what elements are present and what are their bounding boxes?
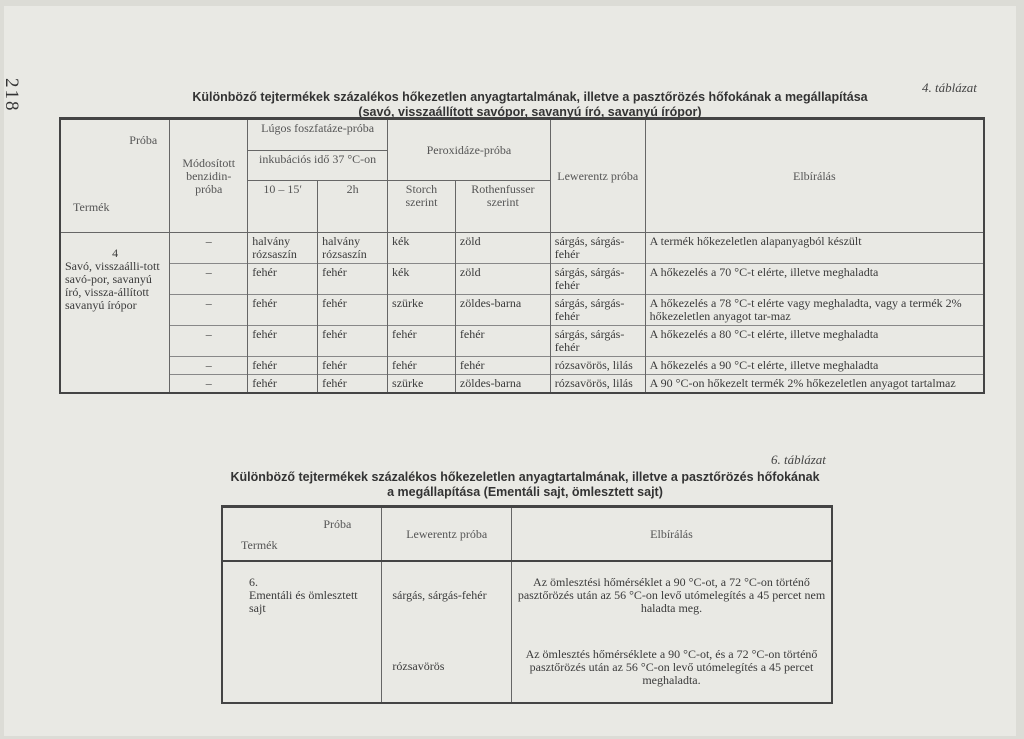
- cell-elbiralas: A 90 °C-on hőkezelt termék 2% hőkezeletlen anyagot tartalmaz: [645, 375, 984, 394]
- table-row: [60, 357, 984, 375]
- table-row: [60, 264, 984, 295]
- product-number: 4: [112, 246, 119, 260]
- cell-elbiralas: A hőkezelés a 78 °C-t elérte vagy meghaladta, vagy a termék 2% hőkezeletlen anyagot tar-maz: [645, 295, 984, 326]
- header-time2: 2h: [318, 181, 388, 233]
- header-peroxidaze: Peroxidáze-próba: [388, 119, 551, 181]
- cell-time2: fehér: [318, 264, 388, 295]
- cell-time1: fehér: [248, 326, 318, 357]
- table-row: [60, 326, 984, 357]
- t2-product-name: Ementáli és ömlesztett sajt: [249, 588, 358, 615]
- cell-lewerentz: sárgás, sárgás-fehér: [550, 233, 645, 264]
- cell-rothenfusser: zöldes-barna: [455, 375, 550, 394]
- t2-product-number: 6.: [249, 575, 258, 589]
- table2-header-corner: [222, 507, 382, 562]
- table-row: [222, 561, 832, 634]
- cell-storch: fehér: [388, 357, 456, 375]
- cell-elbiralas: A hőkezelés a 70 °C-t elérte, illetve meghaladta: [645, 264, 984, 295]
- cell-time1: halvány rózsaszín: [248, 233, 318, 264]
- header-storch: Storch szerint: [388, 181, 456, 233]
- cell-lewerentz: rózsavörös, lilás: [550, 357, 645, 375]
- product-cell: [60, 233, 170, 394]
- header-lugos: Lúgos foszfatáze-próba: [248, 119, 388, 151]
- cell-elbiralas: A termék hőkezeletlen alapanyagból készült: [645, 233, 984, 264]
- cell-benzidin: –: [170, 375, 248, 394]
- product-name: Savó, visszaálli-tott savó-por, savanyú író, vissza-állított savanyú írópor: [65, 259, 160, 312]
- cell-benzidin: –: [170, 264, 248, 295]
- t2-header-termek: Termék: [241, 538, 278, 552]
- cell-storch: szürke: [388, 295, 456, 326]
- cell-time2: fehér: [318, 295, 388, 326]
- t2-header-proba: Próba: [323, 517, 352, 531]
- cell-benzidin: –: [170, 295, 248, 326]
- t2-product-cell: [222, 561, 382, 703]
- cell-time1: fehér: [248, 357, 318, 375]
- header-inkubacios: inkubációs idő 37 °C-on: [248, 150, 388, 180]
- t2-cell-elbiralas: Az ömlesztés hőmérséklete a 90 °C-ot, és a 72 °C-on történő pasztőrözés után az 56 °C-on levő utómelegítés a 45 percet meghaladta.: [511, 634, 832, 703]
- header-proba: Próba: [129, 133, 158, 147]
- table2-title-line2: a megállapítása (Ementáli sajt, ömlesztett sajt): [387, 485, 663, 499]
- cell-elbiralas: A hőkezelés a 80 °C-t elérte, illetve meghaladta: [645, 326, 984, 357]
- cell-lewerentz: sárgás, sárgás-fehér: [550, 326, 645, 357]
- cell-time2: fehér: [318, 326, 388, 357]
- cell-time1: fehér: [248, 264, 318, 295]
- table1-title-line2: (savó, visszaállított savópor, savanyú író, savanyú írópor): [358, 105, 702, 119]
- cell-time1: fehér: [248, 375, 318, 394]
- table2-label: 6. táblázat: [771, 452, 826, 467]
- table1-header-corner: [60, 119, 170, 233]
- header-benzidin: Módosított benzidin-próba: [170, 119, 248, 233]
- table2: [221, 505, 833, 704]
- cell-lewerentz: rózsavörös, lilás: [550, 375, 645, 394]
- cell-storch: szürke: [388, 375, 456, 394]
- cell-lewerentz: sárgás, sárgás-fehér: [550, 264, 645, 295]
- table1-label: 4. táblázat: [922, 80, 977, 95]
- cell-benzidin: –: [170, 326, 248, 357]
- cell-time2: halvány rózsaszín: [318, 233, 388, 264]
- cell-rothenfusser: fehér: [455, 326, 550, 357]
- table1-header-row: [60, 119, 984, 151]
- table2-header-row: [222, 507, 832, 562]
- header-lewerentz: Lewerentz próba: [550, 119, 645, 233]
- t2-cell-lewerentz: rózsavörös: [382, 634, 512, 703]
- table-row: [60, 295, 984, 326]
- table-row: [60, 375, 984, 394]
- t2-cell-lewerentz: sárgás, sárgás-fehér: [382, 561, 512, 634]
- table1-title-line1: Különböző tejtermékek százalékos hőkezetlen anyagtartalmának, illetve a pasztőrözés hőfokának a megállapítása: [192, 90, 868, 104]
- table1-title: [130, 90, 930, 120]
- table2-title: [195, 470, 855, 500]
- table-row: [60, 233, 984, 264]
- cell-storch: kék: [388, 264, 456, 295]
- t2-header-elbiralas: Elbírálás: [511, 507, 832, 562]
- cell-time2: fehér: [318, 375, 388, 394]
- page-number: 218: [1, 78, 22, 113]
- header-termek: Termék: [73, 200, 110, 214]
- cell-rothenfusser: zöldes-barna: [455, 295, 550, 326]
- header-rothenfusser: Rothenfusser szerint: [455, 181, 550, 233]
- cell-rothenfusser: zöld: [455, 233, 550, 264]
- header-time1: 10 – 15′: [248, 181, 318, 233]
- cell-time2: fehér: [318, 357, 388, 375]
- table1: [59, 117, 985, 394]
- cell-elbiralas: A hőkezelés a 90 °C-t elérte, illetve meghaladta: [645, 357, 984, 375]
- cell-lewerentz: sárgás, sárgás-fehér: [550, 295, 645, 326]
- cell-benzidin: –: [170, 233, 248, 264]
- table2-title-line1: Különböző tejtermékek százalékos hőkezeletlen anyagtartalmának, illetve a pasztőrözés hőfokának: [230, 470, 820, 484]
- t2-cell-elbiralas: Az ömlesztési hőmérséklet a 90 °C-ot, a 72 °C-on történő pasztőrözés után az 56 °C-on levő utómelegítés a 45 percet nem haladta meg.: [511, 561, 832, 634]
- header-elbiralas: Elbírálás: [645, 119, 984, 233]
- cell-rothenfusser: zöld: [455, 264, 550, 295]
- cell-rothenfusser: fehér: [455, 357, 550, 375]
- t2-header-lewerentz: Lewerentz próba: [382, 507, 512, 562]
- cell-storch: fehér: [388, 326, 456, 357]
- cell-benzidin: –: [170, 357, 248, 375]
- cell-storch: kék: [388, 233, 456, 264]
- cell-time1: fehér: [248, 295, 318, 326]
